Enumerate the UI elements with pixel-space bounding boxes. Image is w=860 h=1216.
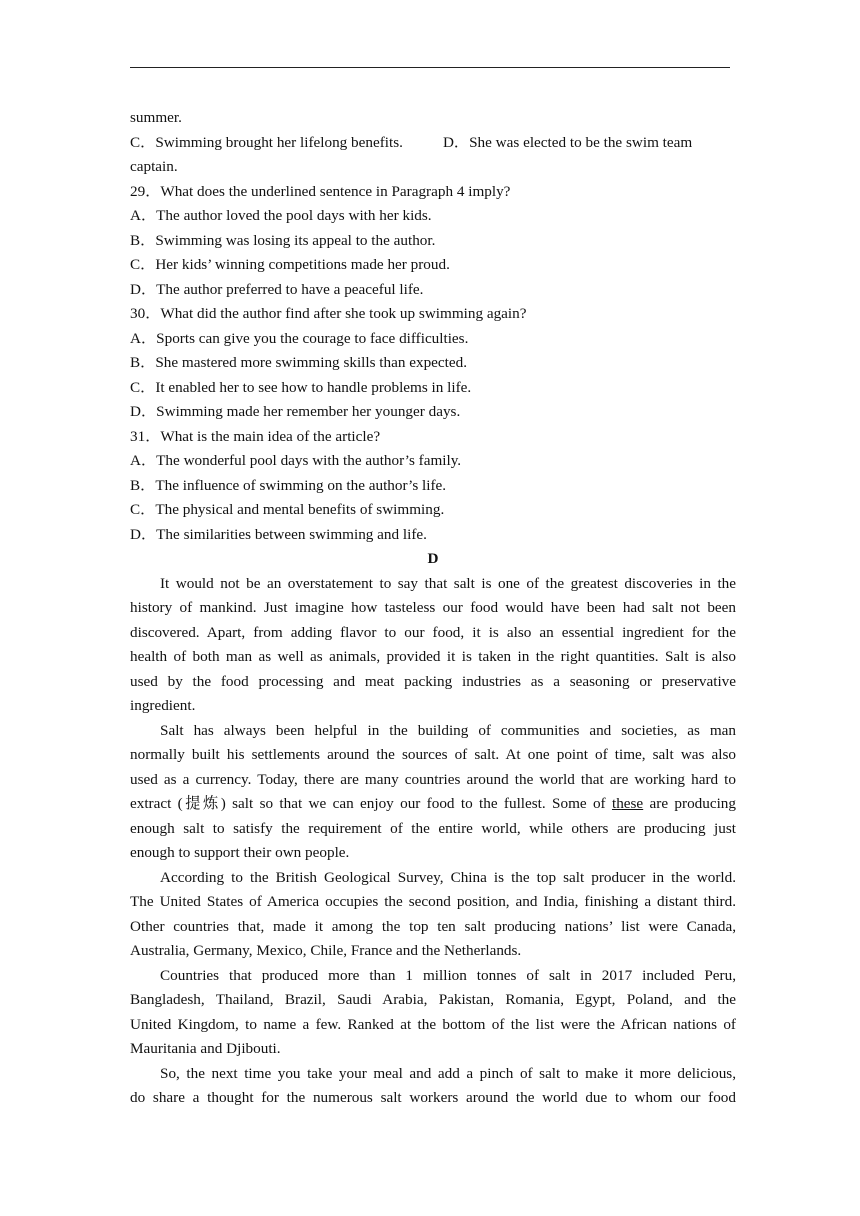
- paragraph-line: enough salt to satisfy the requirement of the entire world, while others are producing just: [130, 819, 736, 837]
- paragraph-line: do share a thought for the numerous salt workers around the world due to whom our food: [130, 1089, 736, 1106]
- page-content: [130, 106, 736, 1111]
- passage-d-paragraph-4: [130, 964, 736, 1062]
- paragraph-line: Australia, Germany, Mexico, Chile, France and the Netherlands.: [130, 942, 522, 959]
- question-30-option-b: B．She mastered more swimming skills than expected.: [130, 354, 468, 371]
- question-29-option-c: C．Her kids’ winning competitions made her proud.: [130, 256, 450, 273]
- passage-d-heading: D: [427, 550, 439, 567]
- paragraph-line: normally built his settlements around the sources of salt. At one point of time, salt was also: [130, 746, 736, 763]
- question-31-option-b: B．The influence of swimming on the author’s life.: [130, 476, 447, 494]
- question-29-option-b: B．Swimming was losing its appeal to the author.: [130, 231, 436, 249]
- question-30-option-c: C．It enabled her to see how to handle problems in life.: [130, 378, 472, 396]
- paragraph-line: ingredient.: [130, 697, 196, 714]
- paragraph-line: Bangladesh, Thailand, Brazil, Saudi Arabia, Pakistan, Romania, Egypt, Poland, and the: [130, 991, 736, 1008]
- header-rule: [130, 67, 730, 68]
- passage-d-paragraph-3: [130, 866, 736, 964]
- question-28-options-cd: [130, 131, 736, 156]
- question-28-tail: summer.: [130, 109, 182, 126]
- passage-d-paragraph-1: [130, 572, 736, 719]
- question-30-option-a: A．Sports can give you the courage to face difficulties.: [130, 329, 469, 347]
- question-30-stem: 30．What did the author find after she took up swimming again?: [130, 305, 527, 322]
- paragraph-line: Salt has always been helpful in the building of communities and societies, as man: [160, 721, 736, 739]
- paragraph-line: used by the food processing and meat packing industries as a seasoning or preservative: [130, 672, 736, 690]
- passage-d-paragraph-5: [130, 1062, 736, 1111]
- question-28-option-d-tail: captain.: [130, 158, 178, 175]
- paragraph-line: used as a currency. Today, there are many countries around the world that are working hard to: [130, 770, 736, 788]
- paragraph-line: history of mankind. Just imagine how tasteless our food would have been had salt not been: [130, 599, 736, 616]
- question-29-option-a: A．The author loved the pool days with her kids.: [130, 207, 432, 224]
- question-29-stem: 29．What does the underlined sentence in Paragraph 4 imply?: [130, 182, 511, 200]
- paragraph-line: It would not be an overstatement to say that salt is one of the greatest discoveries in the: [160, 574, 736, 592]
- question-30-option-d: D．Swimming made her remember her younger days.: [130, 403, 461, 420]
- paragraph-line: Mauritania and Djibouti.: [130, 1040, 281, 1057]
- paragraph-line: United Kingdom, to name a few. Ranked at the bottom of the list were the African nations of: [130, 1015, 736, 1033]
- question-31-option-a: A．The wonderful pool days with the author’s family.: [130, 452, 462, 469]
- paragraph-line: Other countries that, made it among the top ten salt producing nations’ list were Canada,: [130, 917, 736, 935]
- question-31-option-c: C．The physical and mental benefits of swimming.: [130, 501, 445, 518]
- question-28-option-c: C．Swimming brought her lifelong benefits.: [130, 133, 403, 151]
- question-29-option-d: D．The author preferred to have a peaceful life.: [130, 280, 424, 298]
- question-31-option-d: D．The similarities between swimming and life.: [130, 525, 427, 543]
- paragraph-line: According to the British Geological Survey, China is the top salt producer in the world.: [160, 868, 736, 886]
- question-28-option-d: D．She was elected to be the swim team: [442, 133, 693, 151]
- paragraph-line: discovered. Apart, from adding flavor to our food, it is also an essential ingredient for the: [130, 623, 736, 641]
- paragraph-line: enough to support their own people.: [130, 844, 350, 861]
- passage-d-paragraph-2: [130, 719, 736, 866]
- line-text: are producing: [643, 795, 736, 812]
- underlined-word-these: these: [611, 795, 644, 812]
- question-31-stem: 31．What is the main idea of the article?: [130, 427, 381, 445]
- paragraph-line: health of both man as well as animals, provided it is taken in the right quantities. Salt is also: [130, 648, 736, 665]
- paragraph-line: Countries that produced more than 1 million tonnes of salt in 2017 included Peru,: [160, 966, 736, 984]
- paragraph-line: So, the next time you take your meal and add a pinch of salt to make it more delicious,: [160, 1064, 736, 1082]
- paragraph-line: [130, 792, 736, 817]
- line-text: extract (提炼) salt so that we can enjoy our food to the fullest. Some of: [130, 795, 612, 812]
- paragraph-line: The United States of America occupies the second position, and India, finishing a distant third.: [130, 893, 736, 910]
